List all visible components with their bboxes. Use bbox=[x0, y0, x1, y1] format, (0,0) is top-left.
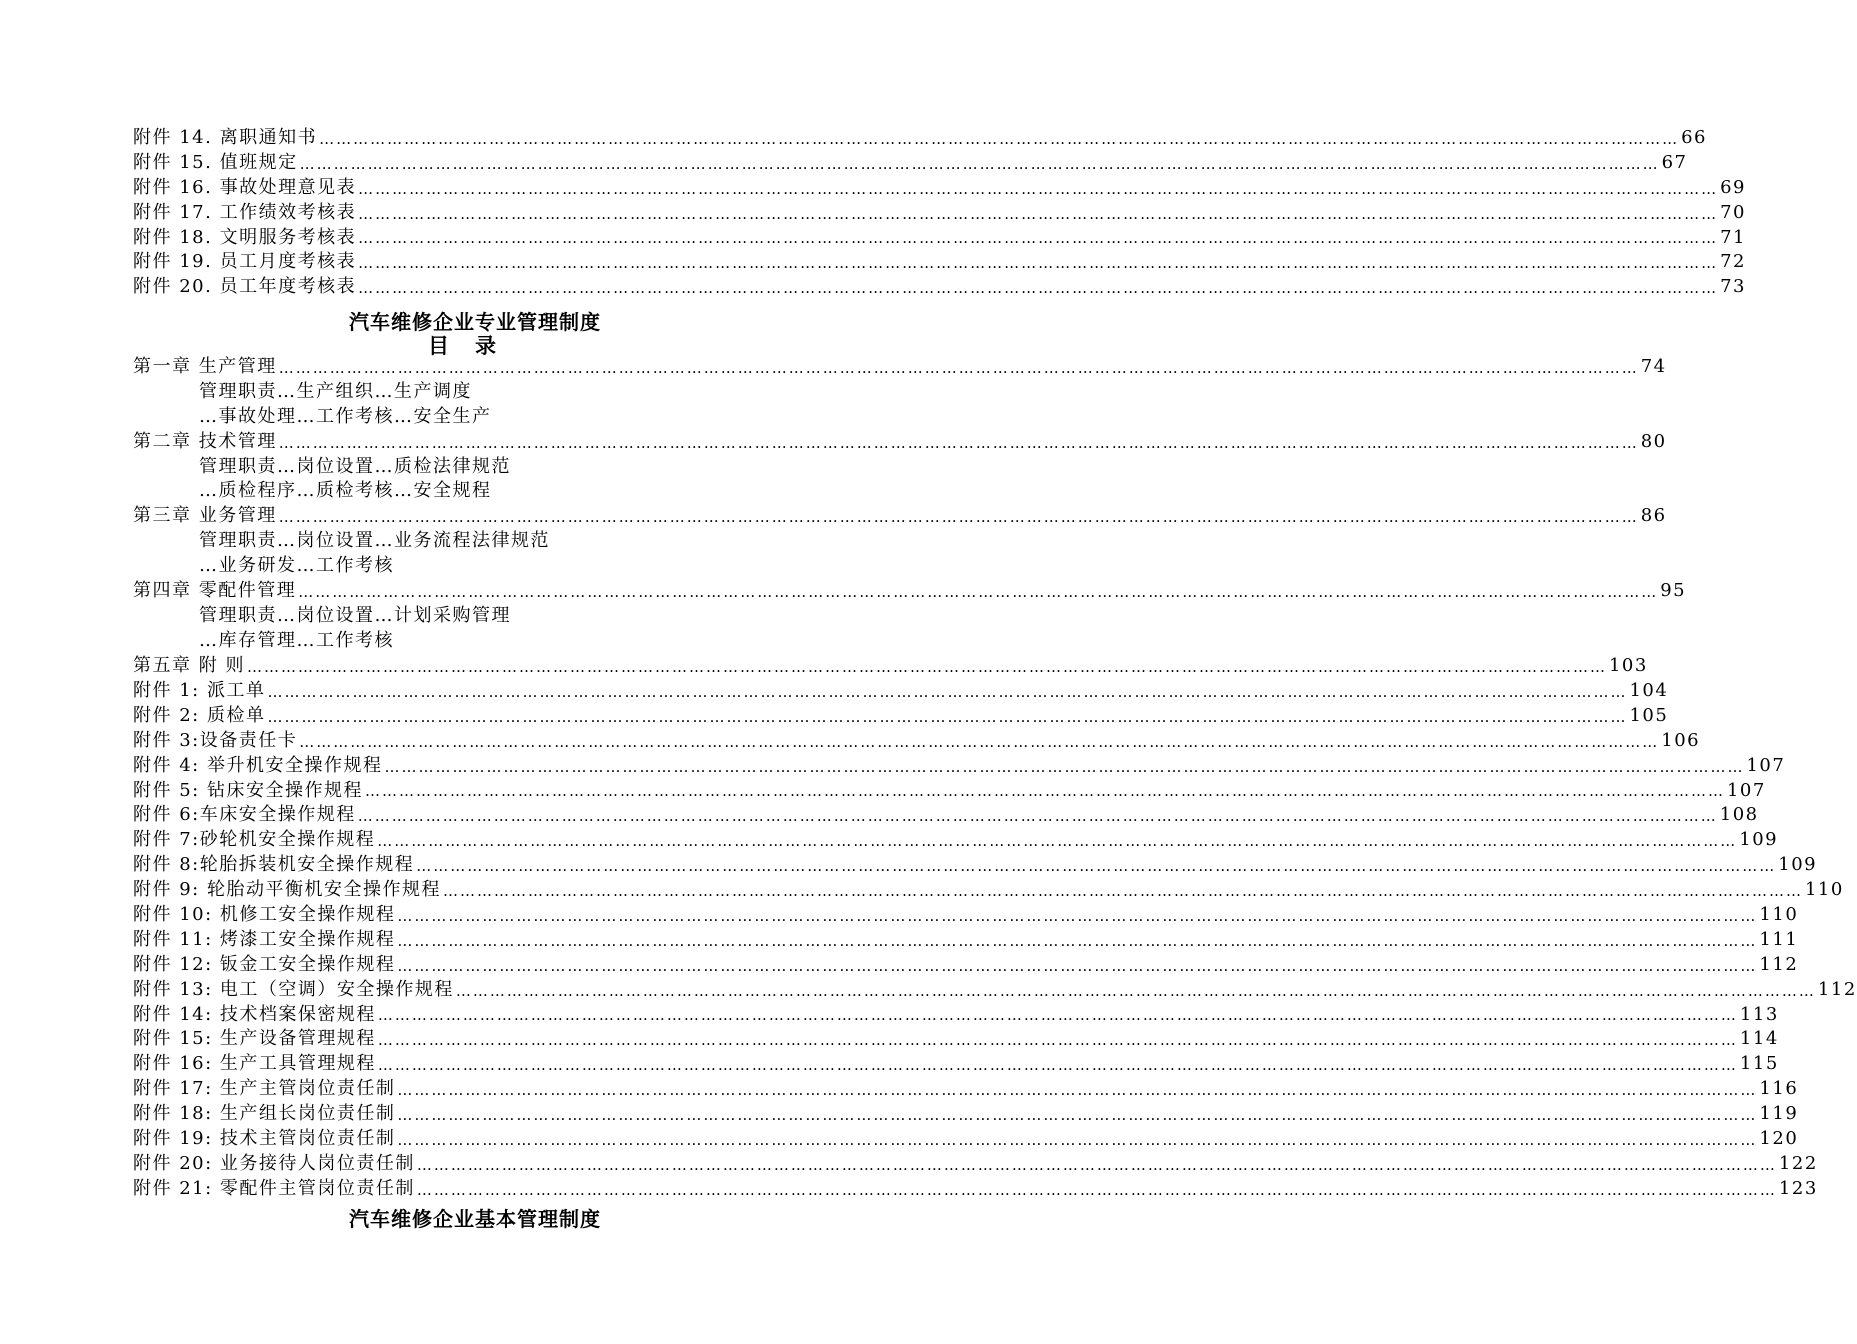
toc-entry bbox=[133, 903, 1799, 928]
toc-entry bbox=[133, 1127, 1799, 1152]
toc-page-number: 116 bbox=[1759, 1078, 1799, 1100]
toc-entry-label: 附件 15: 生产设备管理规程 bbox=[133, 1028, 376, 1050]
toc-entry-label: 附件 10: 机修工安全操作规程 bbox=[133, 904, 396, 925]
toc-page-number: 119 bbox=[1759, 1103, 1799, 1125]
toc-entry bbox=[133, 250, 1746, 275]
section-title: 汽车维修企业专业管理制度 bbox=[349, 310, 601, 334]
toc-page-number: 106 bbox=[1661, 729, 1701, 751]
toc-leader-dots: …………………………………………………………………………………………………………………………………………………………………………………………………………………… bbox=[377, 1031, 1738, 1050]
toc-leader-dots: …………………………………………………………………………………………………………………………………………………………………………………………………………………… bbox=[358, 179, 1719, 198]
toc-leader-dots: …………………………………………………………………………………………………………………………………………………………………………………………………………………… bbox=[397, 931, 1758, 950]
toc-entry bbox=[133, 275, 1746, 300]
toc-leader-dots: …………………………………………………………………………………………………………………………………………………………………………………………………………………… bbox=[455, 981, 1816, 1000]
toc-entry bbox=[133, 151, 1688, 176]
toc-leader-dots: …………………………………………………………………………………………………………………………………………………………………………………………………………………… bbox=[397, 1081, 1758, 1100]
toc-entry-label: 附件 4: 举升机安全操作规程 bbox=[133, 754, 383, 776]
toc-leader-dots: …………………………………………………………………………………………………………………………………………………………………………………………………………………… bbox=[298, 582, 1659, 601]
toc-continued-list bbox=[133, 126, 1746, 300]
toc-leader-dots: …………………………………………………………………………………………………………………………………………………………………………………………………………………… bbox=[397, 956, 1758, 975]
toc-entry bbox=[133, 1077, 1799, 1102]
toc-page-number: 109 bbox=[1739, 829, 1779, 851]
toc-leader-dots: …………………………………………………………………………………………………………………………………………………………………………………………………………………… bbox=[278, 358, 1639, 377]
toc-entry bbox=[133, 853, 1818, 878]
toc-subitem-text: 管理职责…生产组织…生产调度 bbox=[199, 380, 472, 402]
toc-leader-dots: …………………………………………………………………………………………………………………………………………………………………………………………………………………… bbox=[278, 508, 1639, 527]
toc-subitem-text: …库存管理…工作考核 bbox=[199, 629, 394, 651]
toc-page-number: 123 bbox=[1778, 1177, 1818, 1199]
toc-entry-label: 附件 14: 技术档案保密规程 bbox=[133, 1003, 376, 1025]
toc-page-number: 115 bbox=[1739, 1053, 1779, 1075]
toc-entry-label: 第一章 生产管理 bbox=[133, 355, 277, 377]
toc-page-number: 69 bbox=[1720, 176, 1746, 198]
toc-leader-dots: …………………………………………………………………………………………………………………………………………………………………………………………………………………… bbox=[358, 229, 1719, 248]
toc-page-number: 80 bbox=[1640, 430, 1667, 452]
toc-entry bbox=[133, 579, 1687, 604]
toc-leader-dots: …………………………………………………………………………………………………………………………………………………………………………………………………………………… bbox=[278, 433, 1639, 452]
toc-chapter-list bbox=[133, 355, 1687, 679]
toc-entry-label: 附件 5: 钻床安全操作规程 bbox=[133, 779, 363, 801]
toc-page-number: 71 bbox=[1720, 226, 1746, 248]
toc-entry-label: 第二章 技术管理 bbox=[133, 430, 277, 452]
toc-entry bbox=[133, 803, 1759, 828]
toc-entry bbox=[133, 1102, 1799, 1127]
toc-page-number: 110 bbox=[1759, 904, 1799, 925]
toc-page-number: 110 bbox=[1804, 879, 1844, 901]
toc-entry-label: 附件 11: 烤漆工安全操作规程 bbox=[133, 928, 396, 950]
toc-page-number: 74 bbox=[1640, 355, 1667, 377]
toc-attachment-list bbox=[133, 679, 1857, 1202]
toc-entry bbox=[133, 1052, 1779, 1077]
toc-leader-dots: …………………………………………………………………………………………………………………………………………………………………………………………………………………… bbox=[299, 732, 1660, 751]
toc-entry bbox=[133, 430, 1667, 455]
toc-entry-label: 附件 7:砂轮机安全操作规程 bbox=[133, 829, 376, 851]
toc-leader-dots: …………………………………………………………………………………………………………………………………………………………………………………………………………………… bbox=[377, 1056, 1738, 1075]
toc-entry bbox=[133, 878, 1844, 903]
toc-heading: 目录 bbox=[428, 334, 522, 358]
toc-entry-label: 附件 2: 质检单 bbox=[133, 704, 266, 726]
toc-subitem bbox=[133, 380, 795, 405]
toc-subitem bbox=[133, 629, 795, 654]
toc-leader-dots: …………………………………………………………………………………………………………………………………………………………………………………………………………………… bbox=[397, 1106, 1758, 1125]
toc-page-number: 112 bbox=[1817, 978, 1857, 1000]
toc-subitem bbox=[133, 554, 795, 579]
toc-entry bbox=[133, 504, 1667, 529]
toc-entry bbox=[133, 953, 1799, 978]
toc-entry-label: 附件 18: 生产组长岗位责任制 bbox=[133, 1103, 396, 1125]
toc-leader-dots: …………………………………………………………………………………………………………………………………………………………………………………………………………………… bbox=[299, 154, 1660, 173]
toc-entry-label: 附件 14. 离职通知书 bbox=[133, 126, 318, 148]
toc-leader-dots: …………………………………………………………………………………………………………………………………………………………………………………………………………………… bbox=[364, 782, 1725, 801]
toc-page-number: 109 bbox=[1778, 854, 1818, 876]
toc-leader-dots: …………………………………………………………………………………………………………………………………………………………………………………………………………………… bbox=[397, 1130, 1758, 1149]
toc-page-number: 70 bbox=[1720, 201, 1746, 223]
toc-entry bbox=[133, 226, 1746, 251]
toc-subitem-text: 管理职责…岗位设置…计划采购管理 bbox=[199, 604, 511, 626]
toc-page-number: 105 bbox=[1629, 704, 1669, 726]
toc-page-number: 73 bbox=[1720, 276, 1746, 298]
toc-entry-label: 第四章 零配件管理 bbox=[133, 580, 297, 601]
toc-entry-label: 附件 9: 轮胎动平衡机安全操作规程 bbox=[133, 879, 441, 901]
toc-page-number: 103 bbox=[1608, 654, 1648, 676]
toc-page-number: 120 bbox=[1759, 1128, 1799, 1150]
next-section-title: 汽车维修企业基本管理制度 bbox=[349, 1207, 601, 1231]
toc-leader-dots: …………………………………………………………………………………………………………………………………………………………………………………………………………………… bbox=[267, 682, 1628, 701]
toc-page-number: 67 bbox=[1661, 151, 1688, 173]
toc-entry-label: 第五章 附 则 bbox=[133, 654, 245, 676]
toc-entry-label: 附件 8:轮胎拆装机安全操作规程 bbox=[133, 854, 415, 876]
toc-entry-label: 附件 18. 文明服务考核表 bbox=[133, 226, 357, 248]
toc-leader-dots: …………………………………………………………………………………………………………………………………………………………………………………………………………………… bbox=[416, 1180, 1777, 1199]
toc-entry-label: 附件 20. 员工年度考核表 bbox=[133, 276, 357, 298]
toc-entry bbox=[133, 828, 1779, 853]
toc-page-number: 107 bbox=[1746, 754, 1786, 776]
toc-entry-label: 附件 3:设备责任卡 bbox=[133, 729, 298, 751]
toc-subitem bbox=[133, 455, 795, 480]
toc-entry-label: 附件 19. 员工月度考核表 bbox=[133, 251, 357, 273]
toc-subitem-text: …质检程序…质检考核…安全规程 bbox=[199, 480, 492, 502]
toc-leader-dots: …………………………………………………………………………………………………………………………………………………………………………………………………………………… bbox=[384, 757, 1745, 776]
toc-entry-label: 附件 16: 生产工具管理规程 bbox=[133, 1053, 376, 1075]
toc-page-number: 107 bbox=[1726, 779, 1766, 801]
toc-entry-label: 附件 17: 生产主管岗位责任制 bbox=[133, 1078, 396, 1100]
toc-entry bbox=[133, 176, 1746, 201]
toc-subitem bbox=[133, 529, 795, 554]
toc-entry bbox=[133, 679, 1669, 704]
toc-entry bbox=[133, 978, 1857, 1003]
toc-entry-label: 附件 15. 值班规定 bbox=[133, 151, 298, 173]
toc-leader-dots: …………………………………………………………………………………………………………………………………………………………………………………………………………………… bbox=[397, 906, 1758, 925]
toc-leader-dots: …………………………………………………………………………………………………………………………………………………………………………………………………………………… bbox=[358, 204, 1719, 223]
toc-page-number: 104 bbox=[1629, 679, 1669, 701]
toc-leader-dots: …………………………………………………………………………………………………………………………………………………………………………………………………………………… bbox=[358, 279, 1719, 298]
toc-page-number: 95 bbox=[1660, 580, 1687, 601]
toc-entry-label: 附件 1: 派工单 bbox=[133, 679, 266, 701]
toc-leader-dots: …………………………………………………………………………………………………………………………………………………………………………………………………………………… bbox=[358, 254, 1719, 273]
toc-page-number: 72 bbox=[1720, 251, 1746, 273]
toc-leader-dots: …………………………………………………………………………………………………………………………………………………………………………………………………………………… bbox=[377, 832, 1738, 851]
toc-page-number: 113 bbox=[1739, 1003, 1779, 1025]
toc-entry bbox=[133, 1177, 1818, 1202]
toc-leader-dots: …………………………………………………………………………………………………………………………………………………………………………………………………………………… bbox=[319, 129, 1680, 148]
toc-entry-label: 附件 21: 零配件主管岗位责任制 bbox=[133, 1177, 415, 1199]
toc-leader-dots: …………………………………………………………………………………………………………………………………………………………………………………………………………………… bbox=[416, 1155, 1777, 1174]
toc-entry bbox=[133, 1027, 1779, 1052]
toc-page-number: 108 bbox=[1719, 804, 1759, 826]
toc-subitem bbox=[133, 405, 795, 430]
toc-subitem bbox=[133, 479, 795, 504]
toc-entry bbox=[133, 754, 1786, 779]
toc-entry bbox=[133, 779, 1766, 804]
toc-entry bbox=[133, 1003, 1779, 1028]
toc-entry-label: 附件 6:车床安全操作规程 bbox=[133, 804, 356, 826]
toc-subitem-text: …事故处理…工作考核…安全生产 bbox=[199, 405, 492, 427]
toc-leader-dots: …………………………………………………………………………………………………………………………………………………………………………………………………………………… bbox=[416, 857, 1777, 876]
toc-leader-dots: …………………………………………………………………………………………………………………………………………………………………………………………………………………… bbox=[246, 657, 1607, 676]
toc-entry-label: 附件 13: 电工（空调）安全操作规程 bbox=[133, 978, 454, 1000]
toc-entry bbox=[133, 729, 1701, 754]
toc-entry-label: 附件 20: 业务接待人岗位责任制 bbox=[133, 1152, 415, 1174]
toc-entry-label: 附件 17. 工作绩效考核表 bbox=[133, 201, 357, 223]
toc-entry bbox=[133, 928, 1799, 953]
toc-leader-dots: …………………………………………………………………………………………………………………………………………………………………………………………………………………… bbox=[442, 882, 1803, 901]
toc-leader-dots: …………………………………………………………………………………………………………………………………………………………………………………………………………………… bbox=[267, 707, 1628, 726]
toc-subitem-text: …业务研发…工作考核 bbox=[199, 555, 394, 577]
toc-entry bbox=[133, 1152, 1818, 1177]
toc-entry bbox=[133, 126, 1707, 151]
toc-entry-label: 附件 12: 钣金工安全操作规程 bbox=[133, 953, 396, 975]
toc-page-number: 86 bbox=[1640, 505, 1667, 527]
toc-page-number: 111 bbox=[1759, 928, 1799, 950]
toc-page-number: 122 bbox=[1778, 1152, 1818, 1174]
toc-entry bbox=[133, 704, 1669, 729]
toc-entry bbox=[133, 355, 1667, 380]
toc-leader-dots: …………………………………………………………………………………………………………………………………………………………………………………………………………………… bbox=[357, 807, 1718, 826]
toc-page-number: 66 bbox=[1681, 126, 1707, 148]
toc-entry-label: 附件 16. 事故处理意见表 bbox=[133, 176, 357, 198]
toc-entry bbox=[133, 654, 1648, 679]
toc-entry-label: 第三章 业务管理 bbox=[133, 505, 277, 527]
toc-page-number: 112 bbox=[1759, 953, 1799, 975]
toc-entry-label: 附件 19: 技术主管岗位责任制 bbox=[133, 1128, 396, 1150]
toc-leader-dots: …………………………………………………………………………………………………………………………………………………………………………………………………………………… bbox=[377, 1006, 1738, 1025]
toc-subitem bbox=[133, 604, 795, 629]
toc-entry bbox=[133, 201, 1746, 226]
toc-subitem-text: 管理职责…岗位设置…业务流程法律规范 bbox=[199, 530, 550, 552]
toc-page-number: 114 bbox=[1739, 1028, 1779, 1050]
toc-subitem-text: 管理职责…岗位设置…质检法律规范 bbox=[199, 455, 511, 477]
